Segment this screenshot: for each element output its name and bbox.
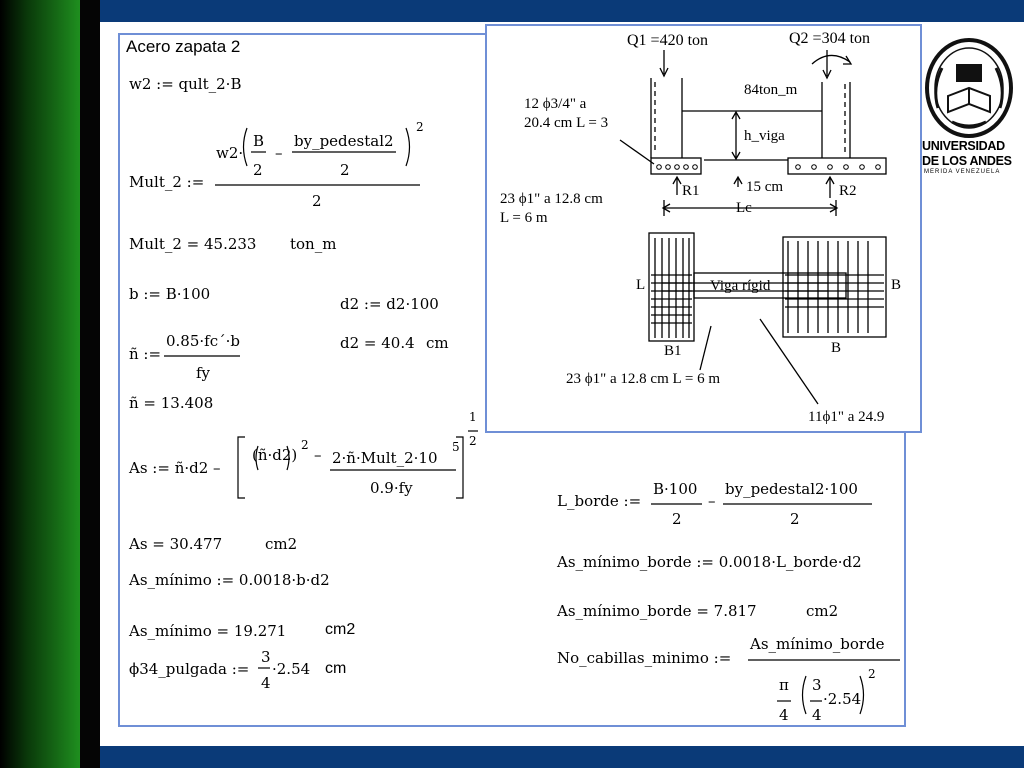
as-exp-den: 2 [469,434,477,448]
lb-minus: – [708,492,716,510]
lb-prefix: L_borde := [557,492,642,510]
mult-frac1-num: B [253,132,265,150]
nc-den-4: 4 [779,706,789,724]
as-frac-num: 2·ñ·Mult_2·10 [332,449,438,467]
h-viga-label: h_viga [744,128,785,144]
mult-w2: w2· [216,144,244,162]
as-min-unit: cm2 [325,621,356,638]
nc-prefix: No_cabillas_minimo := [557,649,732,667]
plan-b-bottom-label: B [831,340,842,356]
as-prefix: As := ñ·d2 – [129,459,221,477]
lb-den2: 2 [790,510,800,528]
plan-b-right-label: B [891,277,902,293]
n-prefix: ñ := [129,345,162,363]
reaction-r1: R1 [682,183,700,199]
as-minus: – [314,446,322,464]
asmb-value: As_mínimo_borde = 7.817 [557,602,757,620]
lb-num2: by_pedestal2·100 [725,480,858,498]
as-frac-num-exp: 5 [452,440,460,454]
nc-numerator: As_mínimo_borde [750,635,885,653]
plan-beam-label: Viga rígid [710,278,771,294]
n-denominator: fy [196,364,211,382]
as-exp-num: 1 [469,410,477,424]
plan-b1-label: B1 [664,343,682,359]
d2-value: d2 = 40.4 [340,334,415,352]
d2-unit: cm [426,334,449,352]
asmb-definition: As_mínimo_borde := 0.0018·L_borde·d2 [557,553,862,571]
mult-value: Mult_2 = 45.233 [129,235,257,253]
nc-den-3: 3 [812,676,822,694]
nc-den-254: ·2.54 [823,690,862,708]
as-min-definition: As_mínimo := 0.0018·b·d2 [129,571,330,589]
n-value: ñ = 13.408 [129,394,214,412]
lb-num1: B·100 [653,480,698,498]
cover-label: 15 cm [746,179,784,195]
nc-den-pi: π [779,676,789,694]
nc-den-exp: 2 [868,667,876,681]
logo-line1: UNIVERSIDAD [922,139,1005,153]
as-value: As = 30.477 [129,535,223,553]
plan-l-label: L [636,277,646,293]
nc-den-4b: 4 [812,706,822,724]
as-min-value: As_mínimo = 19.271 [129,622,287,640]
as-unit: cm2 [265,535,298,553]
mult-frac1-den: 2 [253,161,263,179]
phi-numerator: 3 [261,648,271,666]
worksheet-title: Acero zapata 2 [126,37,241,56]
lb-den1: 2 [672,510,682,528]
as-frac-den: 0.9·fy [370,479,413,497]
w2-definition: w2 := qult_2·B [129,75,242,93]
d2-definition: d2 := d2·100 [340,295,439,313]
moment-label: 84ton_m [744,82,798,98]
plan-bars2-label: 11ϕ1" a 24.9 [808,409,885,425]
plan-bars-label: 23 ϕ1" a 12.8 cm L = 6 m [566,371,720,387]
as-inner1-exp: 2 [301,438,309,452]
phi-prefix: ϕ34_pulgada := [129,660,250,678]
top-bars-line2: 20.4 cm L = 3 [524,115,609,131]
university-logo [922,38,1020,178]
mult-prefix: Mult_2 := [129,173,205,191]
mult-frac2-den: 2 [340,161,350,179]
mult-denominator: 2 [312,192,322,210]
bottom-bars-line2: L = 6 m [500,210,548,226]
mult-minus: – [275,144,283,162]
n-numerator: 0.85·fc´·b [166,332,240,350]
b-definition: b := B·100 [129,285,211,303]
mult-frac2-num: by_pedestal2 [294,132,394,150]
university-seal-icon [922,38,1020,138]
mult-unit: ton_m [290,235,337,253]
phi-unit: cm [325,660,347,677]
reaction-r2: R2 [839,183,857,199]
logo-line2: DE LOS ANDES [922,154,1012,168]
asmb-unit: cm2 [806,602,839,620]
load-q2: Q2 =304 ton [789,30,871,47]
lc-label: Lc [736,200,752,216]
top-bars-line1: 12 ϕ3/4" a [524,96,587,112]
phi-suffix: ·2.54 [272,660,311,678]
as-inner1: (ñ·d2) [252,446,298,464]
phi-denominator: 4 [261,674,271,692]
mult-exponent: 2 [416,120,424,134]
logo-line3: MERIDA VENEZUELA [924,169,1001,175]
load-q1: Q1 =420 ton [627,32,709,49]
bottom-bars-line1: 23 ϕ1" a 12.8 cm [500,191,603,207]
